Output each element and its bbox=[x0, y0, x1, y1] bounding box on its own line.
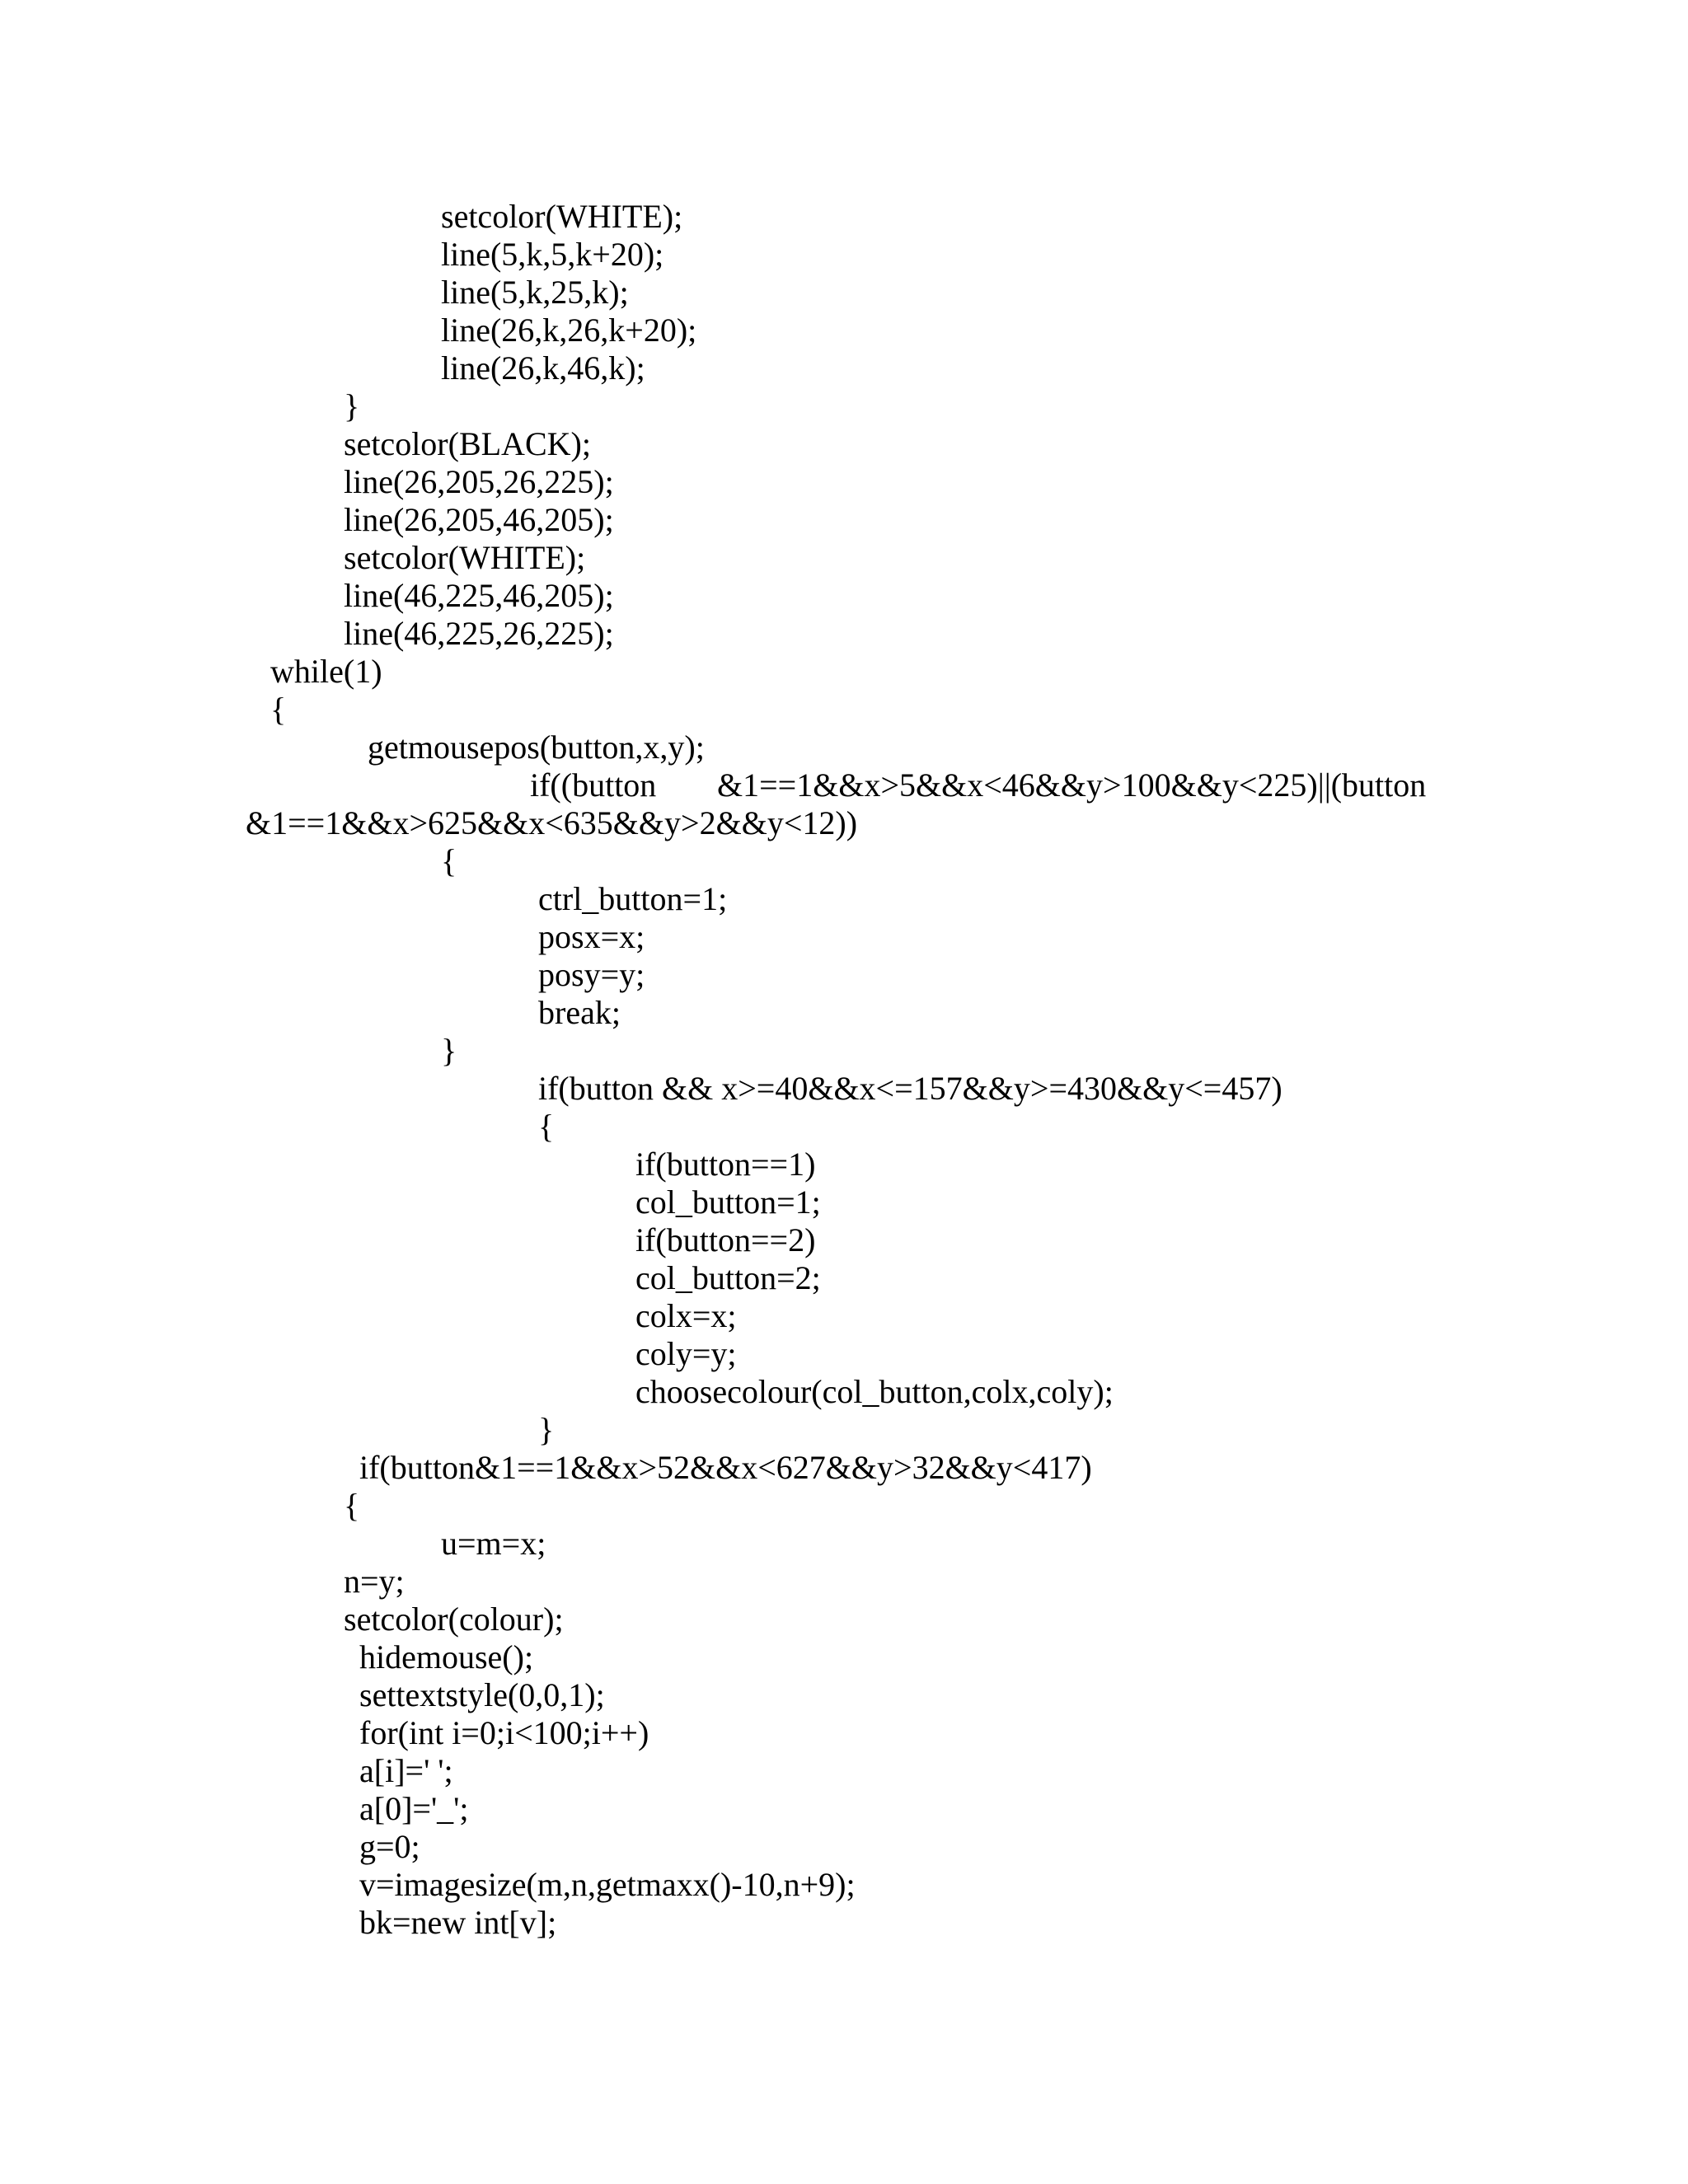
code-line: &1==1&&x>625&&x<635&&y>2&&y<12)) bbox=[246, 804, 858, 841]
code-line: if(button && x>=40&&x<=157&&y>=430&&y<=457) bbox=[538, 1070, 1282, 1107]
code-line: choosecolour(col_button,colx,coly); bbox=[635, 1373, 1114, 1410]
code-line: line(46,225,26,225); bbox=[344, 615, 614, 652]
code-line: line(5,k,25,k); bbox=[441, 274, 629, 311]
code-line: while(1) bbox=[270, 653, 382, 690]
code-line: if((button bbox=[530, 766, 657, 804]
code-line: { bbox=[270, 691, 287, 728]
code-line: for(int i=0;i<100;i++) bbox=[359, 1714, 649, 1751]
code-line: } bbox=[344, 387, 360, 424]
code-line: line(26,k,26,k+20); bbox=[441, 312, 697, 349]
code-line: bk=new int[v]; bbox=[359, 1904, 557, 1941]
code-line: posy=y; bbox=[538, 956, 645, 993]
code-line: a[i]=' '; bbox=[359, 1752, 453, 1789]
code-line: line(26,k,46,k); bbox=[441, 349, 645, 387]
code-line: { bbox=[538, 1108, 555, 1145]
code-line: if(button==1) bbox=[635, 1146, 816, 1183]
code-line: posx=x; bbox=[538, 918, 645, 955]
code-line: v=imagesize(m,n,getmaxx()-10,n+9); bbox=[359, 1866, 856, 1903]
code-line: colx=x; bbox=[635, 1297, 737, 1334]
code-line: getmousepos(button,x,y); bbox=[368, 729, 705, 766]
code-line: if(button==2) bbox=[635, 1221, 816, 1258]
code-line: &1==1&&x>5&&x<46&&y>100&&y<225)||(button bbox=[717, 766, 1427, 804]
code-line: ctrl_button=1; bbox=[538, 880, 728, 917]
code-line: { bbox=[441, 842, 457, 879]
code-line: coly=y; bbox=[635, 1335, 737, 1372]
code-line: settextstyle(0,0,1); bbox=[359, 1676, 605, 1713]
code-line: setcolor(WHITE); bbox=[441, 198, 683, 235]
code-line: a[0]='_'; bbox=[359, 1790, 469, 1827]
code-line: if(button&1==1&&x>52&&x<627&&y>32&&y<417) bbox=[359, 1449, 1092, 1486]
code-line: line(5,k,5,k+20); bbox=[441, 236, 664, 273]
code-line: u=m=x; bbox=[441, 1525, 546, 1562]
code-line: hidemouse(); bbox=[359, 1638, 534, 1675]
code-line: col_button=1; bbox=[635, 1183, 821, 1221]
code-line: } bbox=[441, 1032, 457, 1069]
code-line: setcolor(colour); bbox=[344, 1601, 564, 1638]
code-line: g=0; bbox=[359, 1828, 420, 1865]
code-line: } bbox=[538, 1411, 555, 1448]
code-line: { bbox=[344, 1487, 360, 1524]
code-line: setcolor(WHITE); bbox=[344, 539, 586, 576]
code-line: col_button=2; bbox=[635, 1259, 821, 1296]
code-line: line(46,225,46,205); bbox=[344, 577, 614, 614]
code-line: break; bbox=[538, 994, 621, 1031]
code-line: setcolor(BLACK); bbox=[344, 425, 591, 462]
code-line: n=y; bbox=[344, 1563, 405, 1600]
code-line: line(26,205,46,205); bbox=[344, 501, 614, 538]
code-line: line(26,205,26,225); bbox=[344, 463, 614, 500]
